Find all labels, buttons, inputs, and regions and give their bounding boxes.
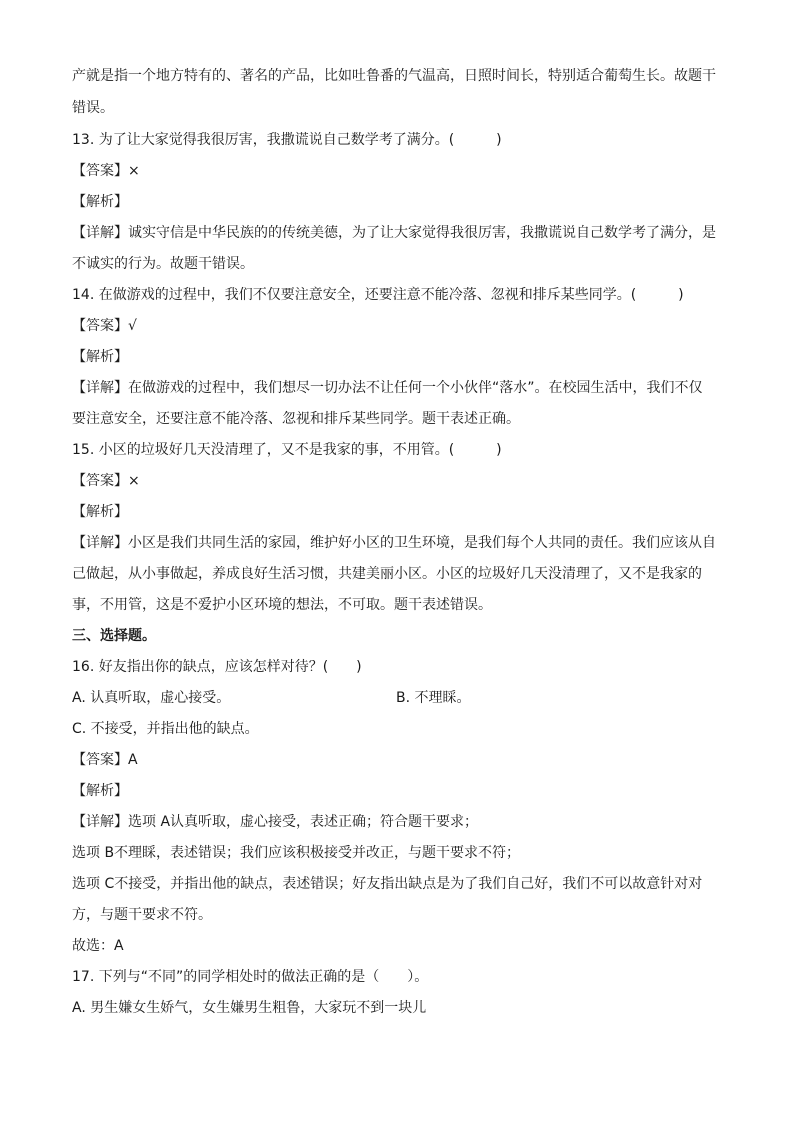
analysis-label-15: 【解析】 [72,504,128,520]
question-16: 16. 好友指出你的缺点，应该怎样对待？( ) [72,659,362,675]
question-13: 13. 为了让大家觉得我很厉害，我撒谎说自己数学考了满分。( ) [72,132,502,148]
detail-15-line-1: 【详解】小区是我们共同生活的家园，维护好小区的卫生环境，是我们每个人共同的责任。我们应该从自 [72,535,716,551]
option-17-a: A. 男生嫌女生娇气，女生嫌男生粗鲁，大家玩不到一块儿 [72,1000,427,1016]
option-16-row [72,688,732,708]
option-16-b: B. 不理睬。 [396,690,471,706]
question-17: 17. 下列与“不同”的同学相处时的做法正确的是（ ）。 [72,969,429,985]
question-14: 14. 在做游戏的过程中，我们不仅要注意安全，还要注意不能冷落、忽视和排斥某些同学。( ) [72,287,684,303]
detail-13-line-1: 【详解】诚实守信是中华民族的的传统美德，为了让大家觉得我很厉害，我撒谎说自己数学考了满分，是 [72,225,716,241]
option-16-c: C. 不接受，并指出他的缺点。 [72,721,259,737]
analysis-label-13: 【解析】 [72,194,128,210]
answer-16: 【答案】A [72,752,138,768]
detail-16-line-2: 选项 B不理睬，表述错误；我们应该积极接受并改正，与题干要求不符； [72,845,521,861]
section-heading: 三、选择题。 [72,628,156,644]
detail-16-line-3: 选项 C不接受，并指出他的缺点，表述错误；好友指出缺点是为了我们自己好，我们不可以故意针对对 [72,876,703,892]
detail-16-conclusion: 故选：A [72,938,124,954]
text-line: 产就是指一个地方特有的、著名的产品，比如吐鲁番的气温高，日照时间长，特别适合葡萄生长。故题干 [72,68,716,84]
analysis-label-16: 【解析】 [72,783,128,799]
analysis-label-14: 【解析】 [72,349,128,365]
detail-14-line-1: 【详解】在做游戏的过程中，我们想尽一切办法不让任何一个小伙伴“落水”。在校园生活中，我们不仅 [72,380,703,396]
detail-15-line-3: 事，不用管，这是不爱护小区环境的想法，不可取。题干表述错误。 [72,597,492,613]
option-16-a: A. 认真听取，虚心接受。 [72,690,231,706]
answer-13: 【答案】× [72,163,140,179]
detail-13-line-2: 不诚实的行为。故题干错误。 [72,256,254,272]
detail-15-line-2: 己做起，从小事做起，养成良好生活习惯，共建美丽小区。小区的垃圾好几天没清理了，又不是我家的 [72,566,702,582]
question-15: 15. 小区的垃圾好几天没清理了，又不是我家的事，不用管。( ) [72,442,502,458]
answer-15: 【答案】× [72,473,140,489]
answer-14: 【答案】√ [72,318,137,334]
detail-14-line-2: 要注意安全，还要注意不能冷落、忽视和排斥某些同学。题干表述正确。 [72,411,520,427]
detail-16-line-1: 【详解】选项 A认真听取，虚心接受，表述正确；符合题干要求； [72,814,479,830]
detail-16-line-4: 方，与题干要求不符。 [72,907,212,923]
text-line: 错误。 [72,100,114,116]
